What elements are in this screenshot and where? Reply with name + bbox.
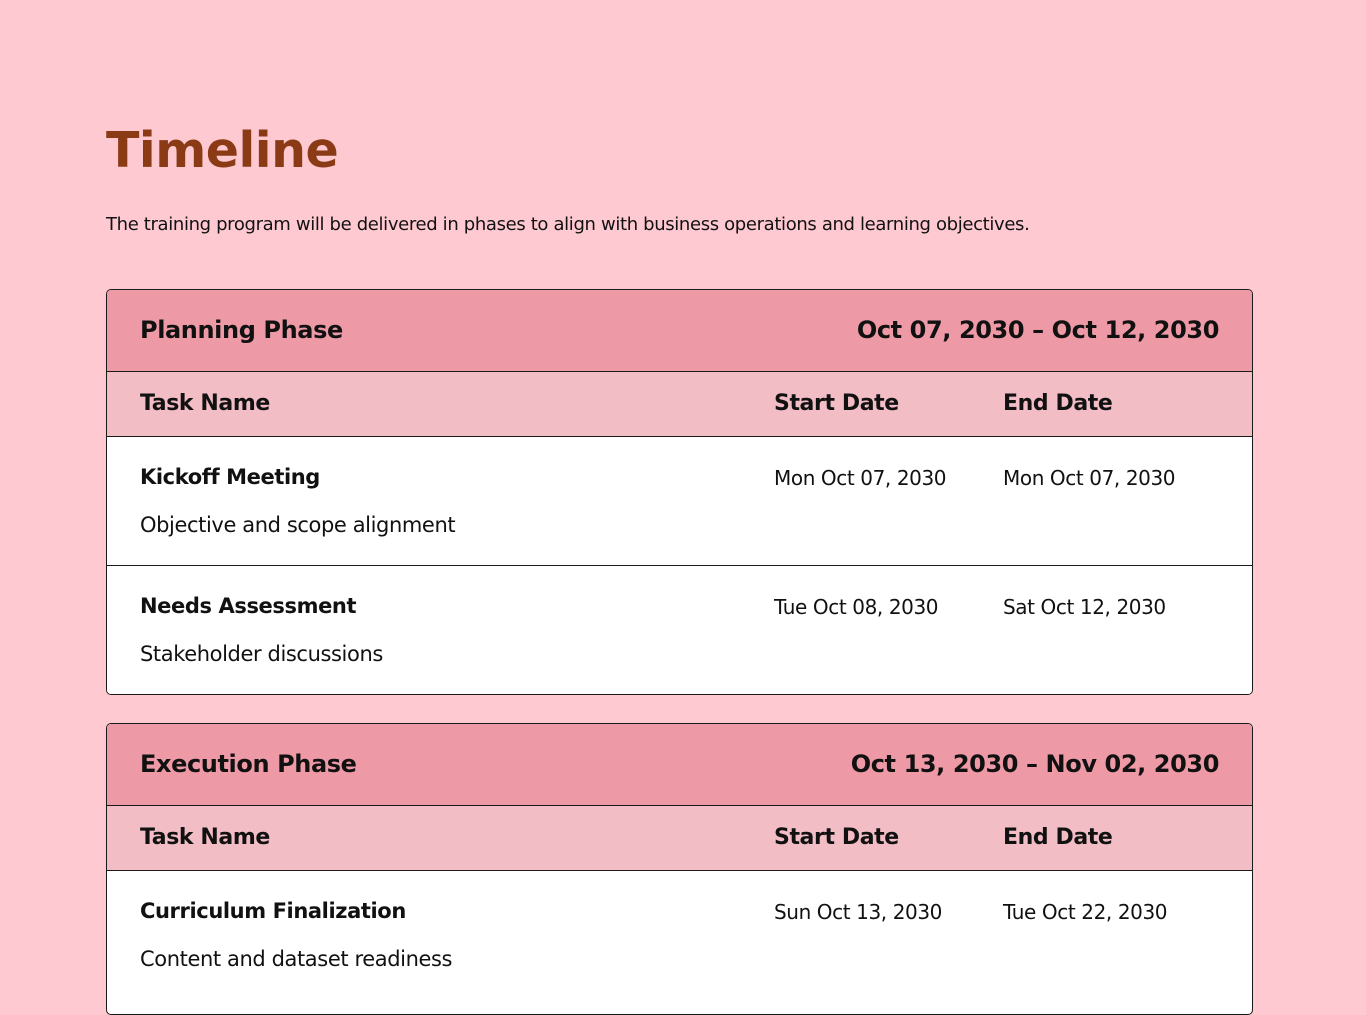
task-start-date: Mon Oct 07, 2030 — [774, 466, 947, 490]
phase-header — [107, 290, 1252, 372]
column-header-task-name: Task Name — [140, 391, 270, 416]
column-header-row — [107, 806, 1252, 871]
page-title: Timeline — [106, 122, 339, 179]
task-name: Curriculum Finalization — [140, 899, 406, 923]
task-row — [107, 437, 1252, 565]
column-header-end-date: End Date — [1003, 391, 1113, 416]
column-header-start-date: Start Date — [774, 825, 899, 850]
task-description: Objective and scope alignment — [140, 513, 456, 537]
task-start-date: Sun Oct 13, 2030 — [774, 900, 943, 924]
column-header-task-name: Task Name — [140, 825, 270, 850]
task-row — [107, 871, 1252, 999]
phase-date-range: Oct 07, 2030 – Oct 12, 2030 — [856, 316, 1219, 344]
column-header-row — [107, 372, 1252, 437]
task-start-date: Tue Oct 08, 2030 — [774, 595, 939, 619]
task-end-date: Mon Oct 07, 2030 — [1003, 466, 1176, 490]
phase-header — [107, 724, 1252, 806]
task-name: Needs Assessment — [140, 594, 357, 618]
phase-name: Execution Phase — [140, 750, 357, 778]
phase-card-execution — [106, 723, 1253, 1015]
phase-name: Planning Phase — [140, 316, 343, 344]
phase-date-range: Oct 13, 2030 – Nov 02, 2030 — [850, 750, 1219, 778]
task-name: Kickoff Meeting — [140, 465, 320, 489]
intro-text: The training program will be delivered in phases to align with business operations and learning objectives. — [106, 214, 1030, 235]
column-header-end-date: End Date — [1003, 825, 1113, 850]
column-header-start-date: Start Date — [774, 391, 899, 416]
task-row — [107, 565, 1252, 694]
task-end-date: Tue Oct 22, 2030 — [1003, 900, 1168, 924]
phase-card-planning — [106, 289, 1253, 695]
task-description: Content and dataset readiness — [140, 947, 453, 971]
task-description: Stakeholder discussions — [140, 642, 383, 666]
task-end-date: Sat Oct 12, 2030 — [1003, 595, 1166, 619]
